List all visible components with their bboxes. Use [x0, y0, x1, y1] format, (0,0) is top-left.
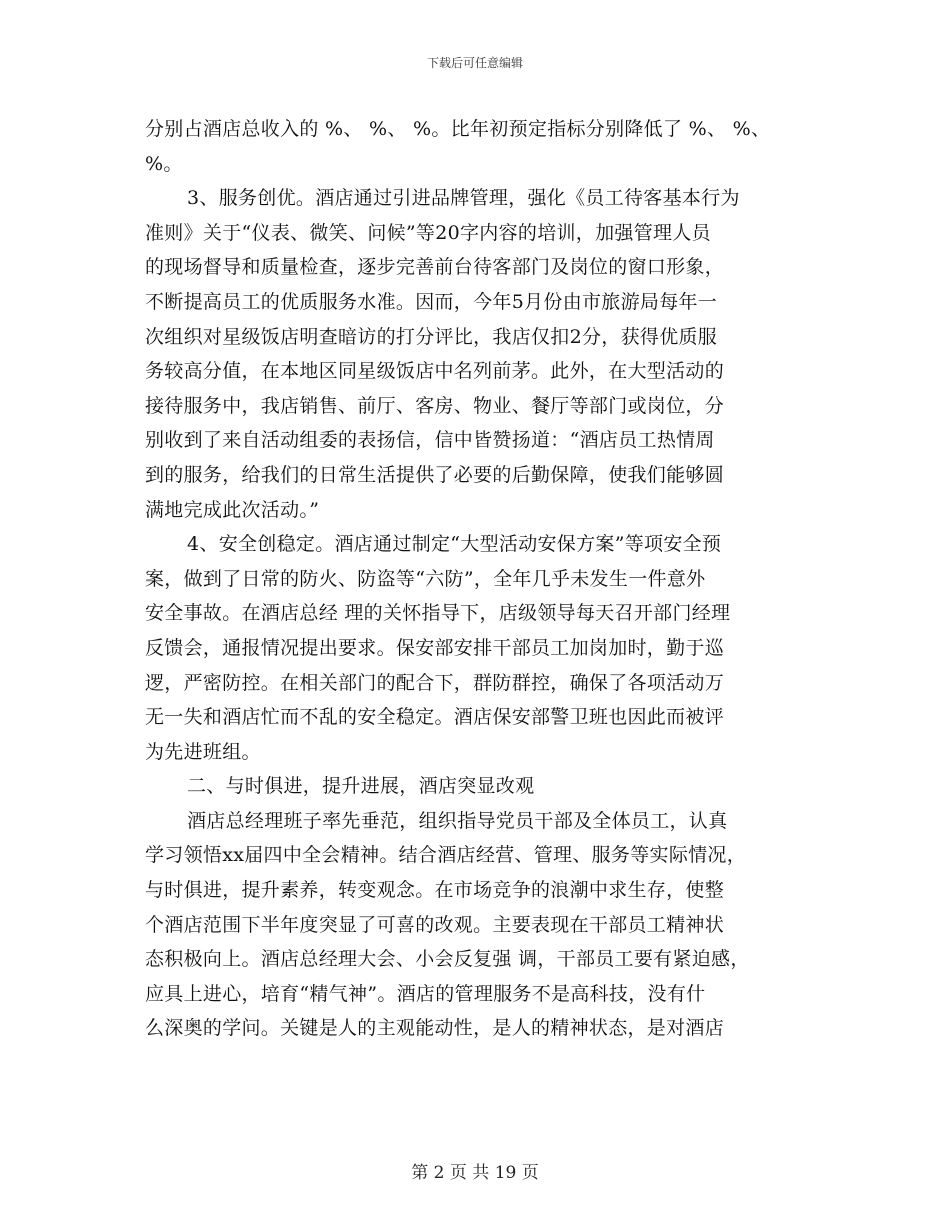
text-line: 3、服务创优。酒店通过引进品牌管理，强化《员工待客基本行为 — [187, 187, 740, 210]
text-line: 逻，严密防控。在相关部门的配合下，群防群控，确保了各项活动万 — [145, 671, 725, 694]
text-line: 分别占酒店总收入的 %、 %、 %。比年初预定指标分别降低了 %、 %、 — [145, 118, 771, 140]
text-line: 酒店总经理班子率先垂范，组织指导党员干部及全体员工，认真 — [187, 809, 728, 832]
text-line: 学习领悟xx届四中全会精神。结合酒店经营、管理、服务等实际情况， — [145, 844, 747, 867]
text-line: 接待服务中，我店销售、前厅、客房、物业、餐厅等部门或岗位，分 — [145, 394, 725, 417]
text-line: 安全事故。在酒店总经 理的关怀指导下，店级领导每天召开部门经理 — [145, 602, 731, 625]
text-line: 不断提高员工的优质服务水准。因而，今年5月份由市旅游局每年一 — [145, 290, 718, 313]
page-header: 下载后可任意编辑 — [426, 56, 523, 70]
text-line: 么深奥的学问。关键是人的主观能动性，是人的精神状态，是对酒店 — [145, 1017, 725, 1040]
text-line: 准则》关于“仪表、微笑、问候”等20字内容的培训，加强管理人员 — [145, 221, 711, 244]
text-line: 4、安全创稳定。酒店通过制定“大型活动安保方案”等项安全预 — [187, 533, 722, 556]
text-line: 个酒店范围下半年度突显了可喜的改观。主要表现在干部员工精神状 — [145, 913, 725, 936]
section-heading: 二、与时俱进，提升进展，酒店突显改观 — [187, 775, 535, 798]
text-line: %。 — [145, 152, 183, 175]
text-line: 无一失和酒店忙而不乱的安全稳定。酒店保安部警卫班也因此而被评 — [145, 706, 725, 729]
text-line: 为先进班组。 — [145, 740, 261, 763]
text-line: 满地完成此次活动。” — [145, 498, 320, 521]
text-line: 的现场督导和质量检查，逐步完善前台待客部门及岗位的窗口形象， — [145, 256, 725, 279]
page-footer: 第 2 页 共 19 页 — [411, 1163, 539, 1183]
text-line: 态积极向上。酒店总经理大会、小会反复强 调，干部员工要有紧迫感， — [145, 948, 750, 971]
text-line: 次组织对星级饭店明查暗访的打分评比，我店仅扣2分，获得优质服 — [145, 325, 718, 348]
text-line: 别收到了来自活动组委的表扬信，信中皆赞扬道：“酒店员工热情周 — [145, 429, 715, 452]
text-line: 到的服务，给我们的日常生活提供了必要的后勤保障，使我们能够圆 — [145, 463, 725, 486]
text-line: 反馈会，通报情况提出要求。保安部安排干部员工加岗加时，勤于巡 — [145, 636, 725, 659]
document-body — [145, 112, 815, 1046]
text-line: 务较高分值，在本地区同星级饭店中名列前茅。此外，在大型活动的 — [145, 360, 725, 383]
text-line: 与时俱进，提升素养，转变观念。在市场竞争的浪潮中求生存，使整 — [145, 879, 725, 902]
text-line: 案，做到了日常的防火、防盗等“六防”，全年几乎未发生一件意外 — [145, 567, 706, 590]
text-line: 应具上进心，培育“精气神”。酒店的管理服务不是高科技，没有什 — [145, 982, 706, 1005]
